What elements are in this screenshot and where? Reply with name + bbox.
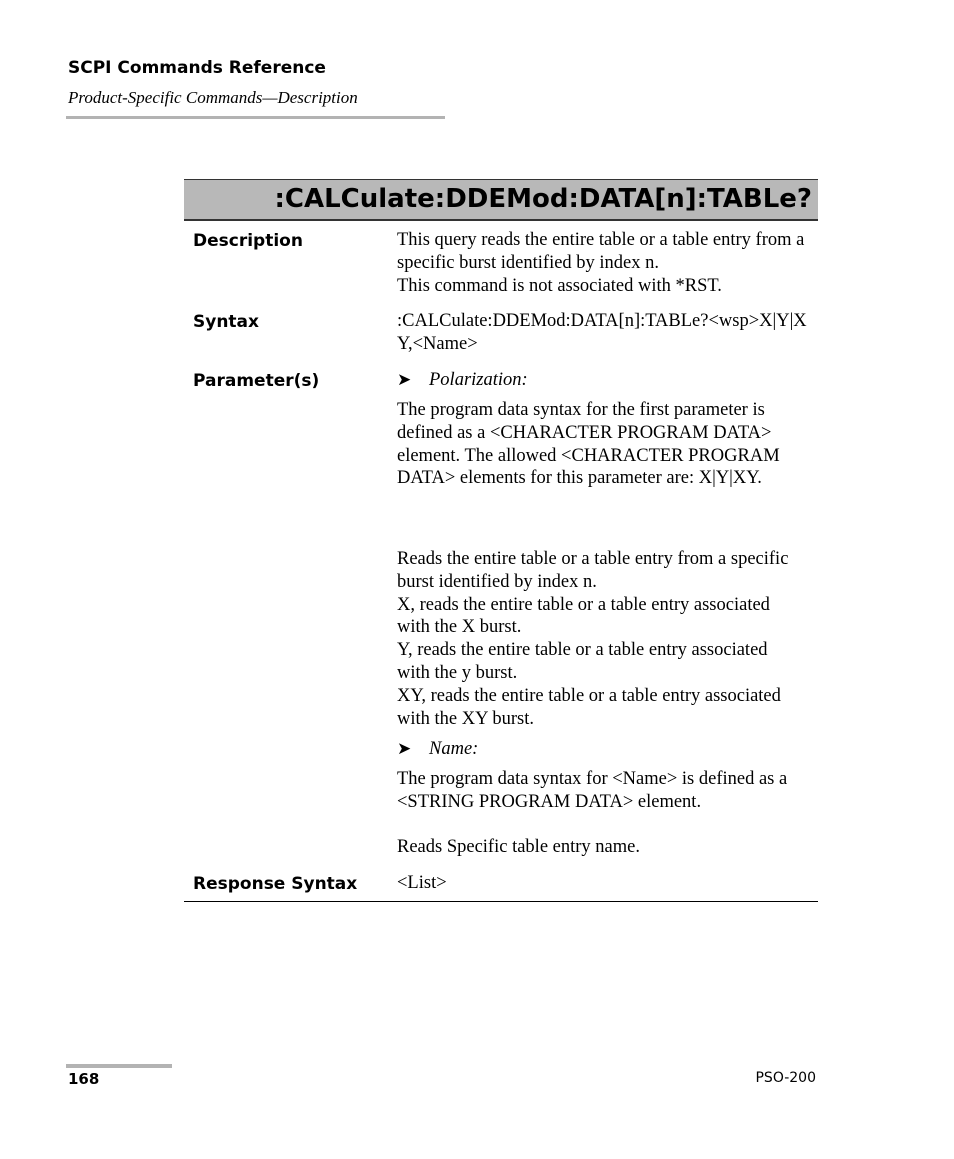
syntax-label: Syntax xyxy=(193,312,259,332)
response-text: <List> xyxy=(397,873,447,893)
name-param-syntax-text: The program data syntax for <Name> is defined as a <STRING PROGRAM DATA> element. xyxy=(397,769,788,812)
response-body xyxy=(397,872,818,895)
header-divider xyxy=(66,116,445,119)
name-param-detail xyxy=(397,836,818,859)
description-label: Description xyxy=(193,231,303,251)
page-header-title: SCPI Commands Reference xyxy=(68,58,326,78)
polarization-detail-line: Y, reads the entire table or a table entry associated with the y burst. xyxy=(397,640,768,683)
polarization-detail-line: X, reads the entire table or a table entry associated with the X burst. xyxy=(397,594,770,638)
command-title-bar xyxy=(184,179,818,221)
name-param-name: Name: xyxy=(429,739,479,759)
description-body xyxy=(397,229,818,297)
polarization-details xyxy=(397,548,797,730)
description-line: This query reads the entire table or a table entry from a specific burst identified by index n. xyxy=(397,230,805,273)
arrow-bullet-icon: ➤ xyxy=(397,370,412,389)
product-name: PSO-200 xyxy=(755,1070,816,1086)
polarization-bullet xyxy=(397,369,818,392)
name-param xyxy=(397,738,818,761)
polarization-detail-line: Reads the entire table or a table entry from a specific burst identified by index n. xyxy=(397,549,789,592)
page-header-subtitle: Product-Specific Commands—Description xyxy=(68,88,358,107)
page-number: 168 xyxy=(68,1070,100,1088)
polarization-syntax xyxy=(397,399,818,490)
name-param-detail-text: Reads Specific table entry name. xyxy=(397,837,640,857)
polarization-detail-line: XY, reads the entire table or a table entry associated with the XY burst. xyxy=(397,685,781,729)
description-line: This command is not associated with *RST. xyxy=(397,275,722,296)
arrow-bullet-icon: ➤ xyxy=(397,739,412,758)
syntax-body xyxy=(397,310,809,356)
name-bullet xyxy=(397,738,818,761)
table-bottom-rule xyxy=(184,901,818,902)
parameters-label: Parameter(s) xyxy=(193,371,320,391)
footer-divider xyxy=(66,1064,172,1068)
name-param-syntax xyxy=(397,768,818,814)
polarization-name: Polarization: xyxy=(429,370,528,390)
response-label: Response Syntax xyxy=(193,874,358,894)
polarization-param xyxy=(397,369,818,392)
polarization-syntax-text: The program data syntax for the first parameter is defined as a <CHARACTER PROGRAM DATA> element. The allowed <CHARACTER PROGRAM DATA> elements for this parameter are: X|Y|XY. xyxy=(397,400,780,489)
command-name: :CALCulate:DDEMod:DATA[n]:TABLe? xyxy=(274,184,812,214)
syntax-text: :CALCulate:DDEMod:DATA[n]:TABLe?<wsp>X|Y|XY,<Name> xyxy=(397,311,807,354)
